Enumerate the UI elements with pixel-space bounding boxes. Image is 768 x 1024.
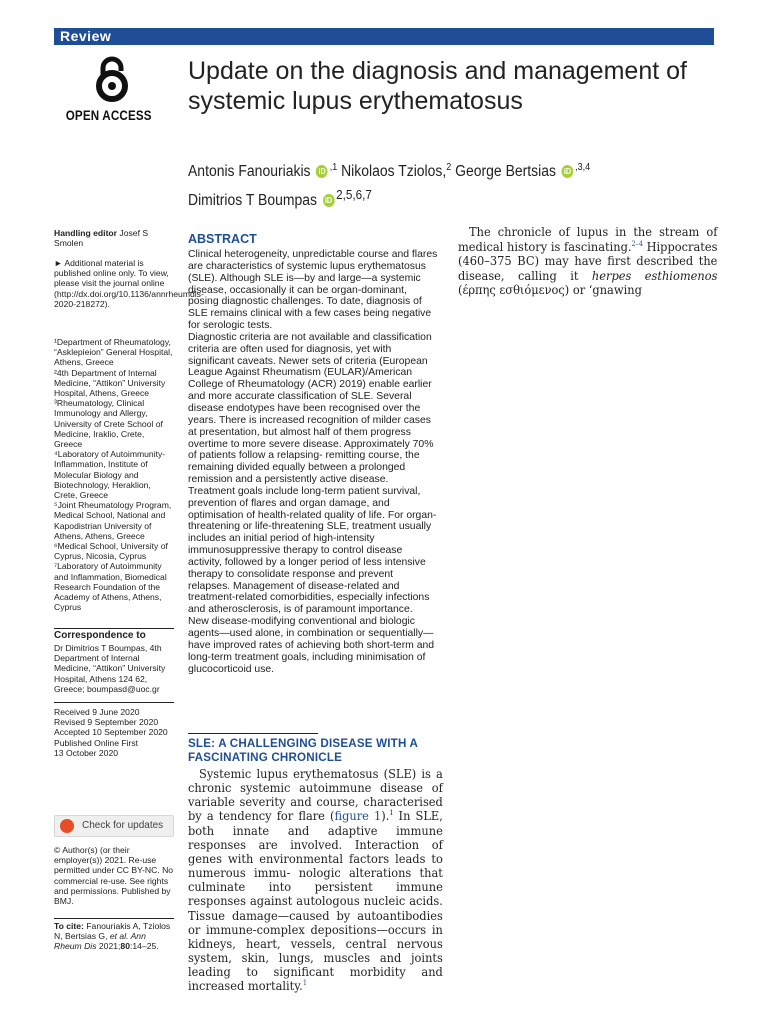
date-published-label: Published Online First — [54, 737, 139, 748]
affiliation-ref: ,3,4 — [575, 161, 591, 173]
orcid-icon[interactable]: iD — [323, 194, 335, 207]
reference-link[interactable]: 2–4 — [631, 239, 643, 248]
abstract-body — [188, 249, 438, 675]
author-name[interactable]: Dimitrios T Boumpas — [188, 192, 317, 209]
handling-editor — [54, 228, 174, 248]
abstract-paragraph: Diagnostic criteria are not available and classification criteria are often used for diagnosis, yet with significant caveats. Newer sets of criteria (European League Against Rheumatism (EULAR)/American College of Rheumatology (ACR) 2019) enable earlier and more accurate classification of SLE. Several disease endotypes have been recognised over the years. There is increased recognition of milder cases at presentation, but almost half of them progress overtime to more severe disease. Approximately 70% of patients follow a relapsing- remitting course, the remaining divided equally between a prolonged remission and a persistently active disease. Treatment goals include long-term patient survival, — [188, 331, 434, 497]
abstract-paragraph: prevention of flares and organ damage, and optimisation of health-related quality of life. For organ-threatening or life-threatening SLE, treatment usually includes an initial period of high-intensity immunosuppressive therapy to control disease activity, followed by a longer period of less intensive therapy to consolidate response and prevent relapses. Management of disease-related and treatment-related comorbidities, especially infections and atherosclerosis, is of paramount importance. — [188, 497, 437, 616]
abstract-heading: ABSTRACT — [188, 232, 257, 246]
affiliation-ref: ,1 — [329, 161, 338, 173]
affiliation-ref: 2,5,6,7 — [336, 186, 372, 202]
section-label: Review — [60, 28, 112, 44]
orcid-icon[interactable]: iD — [562, 165, 574, 178]
abstract-paragraph: Clinical heterogeneity, unpredictable course and flares are characteristics of systemic lupus erythematosus (SLE). Although SLE is—by and large—a systemic disease, occasionally it can be organ-dominant, posing diagnostic challenges. To date, diagnosis of SLE remains clinical with a few cases being negative for serologic tests. — [188, 249, 438, 332]
date-accepted: Accepted 10 September 2020 — [54, 727, 168, 738]
section-body — [188, 767, 443, 994]
affiliation-item: ²4th Department of Internal Medicine, “Attikon” University Hospital, Athens, Greece — [54, 367, 166, 399]
reference-link[interactable]: 1 — [389, 809, 394, 818]
affiliation-item: ³Rheumatology, Clinical Immunology and Allergy, University of Crete School of Medicine, Iraklio, Crete, Greece — [54, 398, 163, 450]
divider — [54, 628, 174, 629]
affiliation-list — [54, 337, 174, 612]
figure-link[interactable]: figure 1 — [334, 808, 382, 824]
open-access-label: OPEN ACCESS — [65, 108, 152, 123]
section-banner — [54, 28, 714, 45]
body-text: ). — [381, 808, 390, 824]
section-heading: SLE: A CHALLENGING DISEASE WITH A FASCINATING CHRONICLE — [188, 737, 418, 764]
affiliation-item: ⁷Laboratory of Autoimmunity and Inflammation, Biomedical Research Foundation of the Academy of Athens, Athens, Cyprus — [54, 561, 167, 613]
divider — [54, 702, 174, 703]
affiliation-item: ¹Department of Rheumatology, “Asklepieion” General Hospital, Athens, Greece — [54, 337, 173, 368]
body-text-italic: herpes esthiomenos — [591, 267, 718, 283]
body-text: or ‘gnawing — [569, 282, 642, 297]
check-for-updates-button[interactable] — [54, 815, 174, 837]
body-text: The chronicle of lupus in the stream of medical history is fascinating. — [458, 224, 718, 254]
cite-year: 2021; — [96, 941, 121, 952]
abstract-paragraph: New disease-modifying conventional and biologic agents—used alone, in combination or sequentially—have improved rates of achieving both short-term and long-term treatment goals, including minimisation of glucocorticoid use. — [188, 616, 435, 675]
cite-journal: et al. Ann Rheum Dis — [54, 931, 146, 952]
reference-link[interactable]: 1 — [302, 979, 307, 988]
crossmark-icon — [60, 819, 74, 833]
affiliation-ref: 2 — [446, 161, 452, 173]
body-text: In SLE, both innate and adaptive immune responses are involved. Interaction of genes with environmental factors leads to numerous immu- nologic alterations that culminate into persistent immune responses against autologous nucleic acids. Tissue damage—caused by autoantibodies or immune-complex depositions—occurs in kidneys, heart, vessels, central nervous system, skin, lungs, muscles and joints leading to significant morbidity and increased mortality. — [188, 808, 443, 994]
body-text: Systemic lupus erythematosus (SLE) is a chronic systemic autoimmune disease of variable severity and course, characterised by a tendency for flare ( — [188, 766, 443, 824]
citation-box — [54, 918, 174, 968]
article-title: Update on the diagnosis and management of systemic lupus erythematosus — [188, 57, 687, 115]
affiliation-item: ⁴Laboratory of Autoimmunity-Inflammation, Institute of Molecular Biology and Biotechnology, Heraklion, Crete, Greece — [54, 449, 166, 501]
date-revised: Revised 9 September 2020 — [54, 717, 159, 728]
affiliation-item: ⁵Joint Rheumatology Program, Medical School, National and Kapodistrian University of Athens, Athens, Greece — [54, 500, 172, 541]
right-column-text — [458, 225, 717, 298]
handling-editor-name: Josef S Smolen — [54, 228, 149, 249]
author-name[interactable]: Nikolaos Tziolos, — [341, 163, 447, 180]
author-list — [188, 157, 665, 215]
cite-text: Fanouriakis A, Tziolos N, Bertsias G, — [54, 921, 171, 942]
cite-pages: :14–25. — [129, 941, 159, 952]
greek-term: (έρπης εσθιόμενος) — [458, 282, 570, 297]
supplementary-note: ► Additional material is published online only. To view, please visit the journal online (http://dx.doi.org/10.1136/annrheumdis-2020-218272). — [54, 258, 204, 309]
orcid-icon[interactable]: iD — [316, 165, 328, 178]
correspondence-heading: Correspondence to — [54, 630, 146, 641]
date-received: Received 9 June 2020 — [54, 707, 140, 717]
handling-editor-label: Handling editor — [54, 228, 118, 238]
article-dates — [54, 707, 174, 758]
copyright-notice: © Author(s) (or their employer(s)) 2021. Re-use permitted under CC BY-NC. No commercial re-use. See rights and permissions. Published by BMJ. — [54, 845, 174, 907]
open-access-icon — [92, 56, 132, 102]
cite-label: To cite: — [54, 921, 84, 931]
affiliation-item: ⁶Medical School, University of Cyprus, Nicosia, Cyprus — [54, 541, 168, 562]
divider — [188, 733, 318, 734]
author-name[interactable]: George Bertsias — [455, 163, 556, 180]
check-for-updates-label: Check for updates — [82, 820, 164, 831]
author-name[interactable]: Antonis Fanouriakis — [188, 163, 311, 180]
cite-volume: 80 — [120, 941, 130, 952]
body-text: Hippocrates (460–375 BC) may have first described the disease, calling it — [458, 238, 718, 283]
date-published: 13 October 2020 — [54, 747, 119, 758]
correspondence-text: Dr Dimitrios T Boumpas, 4th Department of Internal Medicine, “Attikon” University Hospital, Athens 124 62, Greece; boumpasd@uoc.gr — [54, 643, 166, 694]
